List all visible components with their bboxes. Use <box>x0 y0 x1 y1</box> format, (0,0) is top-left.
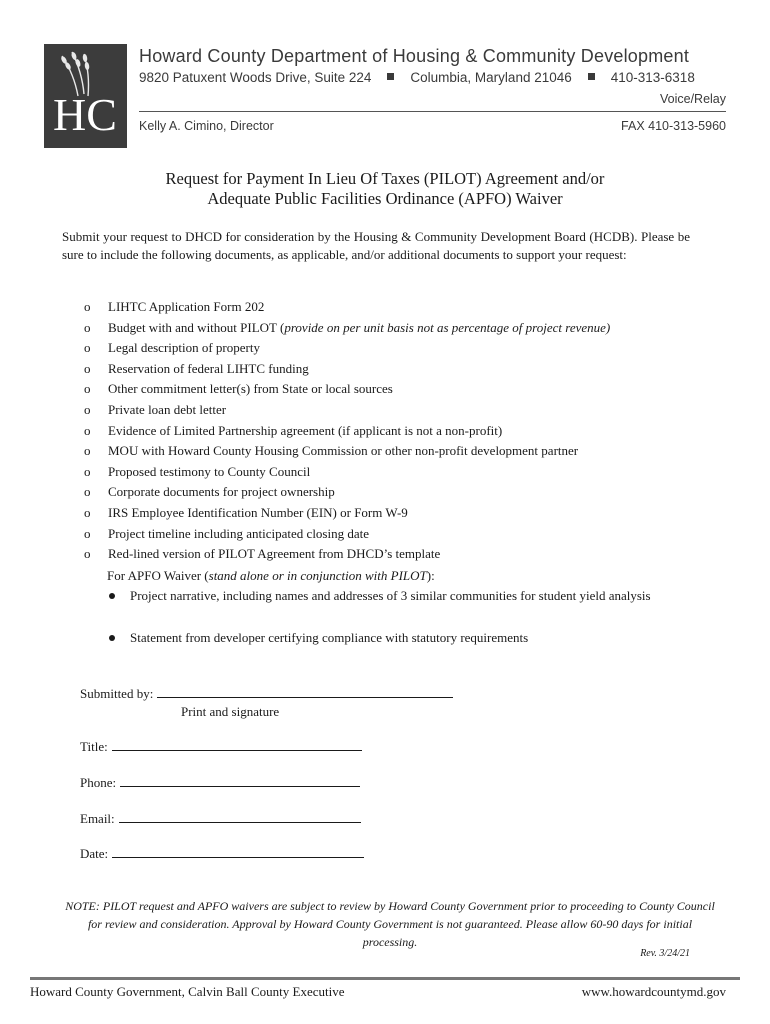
separator-square-icon <box>387 73 394 80</box>
required-document-item <box>84 482 704 503</box>
required-document-item <box>84 400 704 421</box>
organization-name: Howard County Department of Housing & Community Development <box>139 46 690 66</box>
director-name: Kelly A. Cimino, Director <box>139 119 274 133</box>
separator-square-icon <box>588 73 595 80</box>
bullet-icon <box>109 593 115 599</box>
required-document-text: Budget with and without PILOT ( <box>108 319 285 335</box>
apfo-bullet-item: Statement from developer certifying compliance with statutory requirements <box>107 628 720 648</box>
required-document-item <box>84 338 704 359</box>
required-document-text: IRS Employee Identification Number (EIN) or Form W-9 <box>108 504 408 520</box>
required-document-text: Legal description of property <box>108 340 260 356</box>
circle-bullet-icon: o <box>84 546 91 562</box>
circle-bullet-icon: o <box>84 401 91 417</box>
circle-bullet-icon: o <box>84 360 91 376</box>
svg-text:HC: HC <box>53 89 117 140</box>
footer-divider <box>30 977 740 980</box>
circle-bullet-icon: o <box>84 443 91 459</box>
required-document-item <box>84 462 704 483</box>
header-divider <box>139 111 726 112</box>
required-document-item <box>84 503 704 524</box>
organization-address <box>139 70 695 85</box>
apfo-bullet-item: Project narrative, including names and addresses of 3 similar communities for student yield analysis <box>107 586 720 606</box>
phone-field: Phone: <box>80 775 360 791</box>
form-title-line-2: Adequate Public Facilities Ordinance (APFO) Waiver <box>207 189 563 208</box>
circle-bullet-icon: o <box>84 340 91 356</box>
required-document-text: Reservation of federal LIHTC funding <box>108 360 309 376</box>
circle-bullet-icon: o <box>84 525 91 541</box>
revision-date: Rev. 3/24/21 <box>640 948 690 959</box>
circle-bullet-icon: o <box>84 319 91 335</box>
email-field: Email: <box>80 811 361 827</box>
phone-input[interactable] <box>120 775 360 787</box>
fax-number: FAX 410-313-5960 <box>621 119 726 133</box>
circle-bullet-icon: o <box>84 299 91 314</box>
print-signature-caption: Print and signature <box>181 704 280 719</box>
email-input[interactable] <box>119 811 361 823</box>
title-field: Title: <box>80 739 362 755</box>
footer-county-executive: Howard County Government, Calvin Ball County Executive <box>30 984 345 999</box>
apfo-waiver-heading: For APFO Waiver (stand alone or in conjunction with PILOT): <box>107 568 435 583</box>
required-document-text: Proposed testimony to County Council <box>108 463 311 479</box>
required-document-item <box>84 524 704 545</box>
department-logo <box>44 44 127 148</box>
date-input[interactable] <box>112 846 364 858</box>
circle-bullet-icon: o <box>84 381 91 397</box>
required-document-item <box>84 297 704 318</box>
required-documents-list <box>84 297 704 565</box>
required-document-text: Project timeline including anticipated closing date <box>108 525 370 541</box>
required-document-item <box>84 421 704 442</box>
title-input[interactable] <box>112 739 362 751</box>
date-field: Date: <box>80 846 364 862</box>
submitted-by-input[interactable] <box>157 686 453 698</box>
voice-relay-label: Voice/Relay <box>659 92 726 106</box>
required-document-text: LIHTC Application Form 202 <box>108 299 265 314</box>
circle-bullet-icon: o <box>84 484 91 500</box>
footer-website-link[interactable]: www.howardcountymd.gov <box>581 984 726 999</box>
required-document-item <box>84 441 704 462</box>
phone-number: 410-313-6318 <box>610 70 695 85</box>
required-document-item <box>84 379 704 400</box>
required-document-text: Evidence of Limited Partnership agreement (if applicant is not a non-profit) <box>108 422 503 438</box>
circle-bullet-icon: o <box>84 504 91 520</box>
required-document-text: Corporate documents for project ownership <box>108 484 335 500</box>
circle-bullet-icon: o <box>84 463 91 479</box>
required-document-text: Red-lined version of PILOT Agreement from DHCD’s template <box>108 546 441 562</box>
required-document-note: provide on per unit basis not as percentage of project revenue) <box>284 319 611 335</box>
required-document-item <box>84 359 704 380</box>
submitted-by-field: Submitted by: <box>80 686 453 702</box>
required-document-text: MOU with Howard County Housing Commission or other non-profit development partner <box>108 443 579 459</box>
circle-bullet-icon: o <box>84 422 91 438</box>
required-document-item <box>84 544 704 565</box>
address-city: Columbia, Maryland 21046 <box>410 70 572 85</box>
bullet-icon <box>109 635 115 641</box>
required-document-item <box>84 318 704 339</box>
required-document-text: Private loan debt letter <box>108 401 227 417</box>
required-document-text: Other commitment letter(s) from State or local sources <box>108 381 393 397</box>
address-street: 9820 Patuxent Woods Drive, Suite 224 <box>139 70 372 85</box>
form-title-line-1: Request for Payment In Lieu Of Taxes (PILOT) Agreement and/or <box>165 169 605 188</box>
processing-note: NOTE: PILOT request and APFO waivers are subject to review by Howard County Government prior to proceeding to County Council for review and consideration. Approval by Howard County Government is not guaranteed. Please allow 60-90 days for initial processing. <box>65 899 715 949</box>
intro-paragraph: Submit your request to DHCD for consideration by the Housing & Community Development Board (HCDB). Please be sure to include the following documents, as applicable, and/or additional documents to support your request: <box>62 229 690 262</box>
